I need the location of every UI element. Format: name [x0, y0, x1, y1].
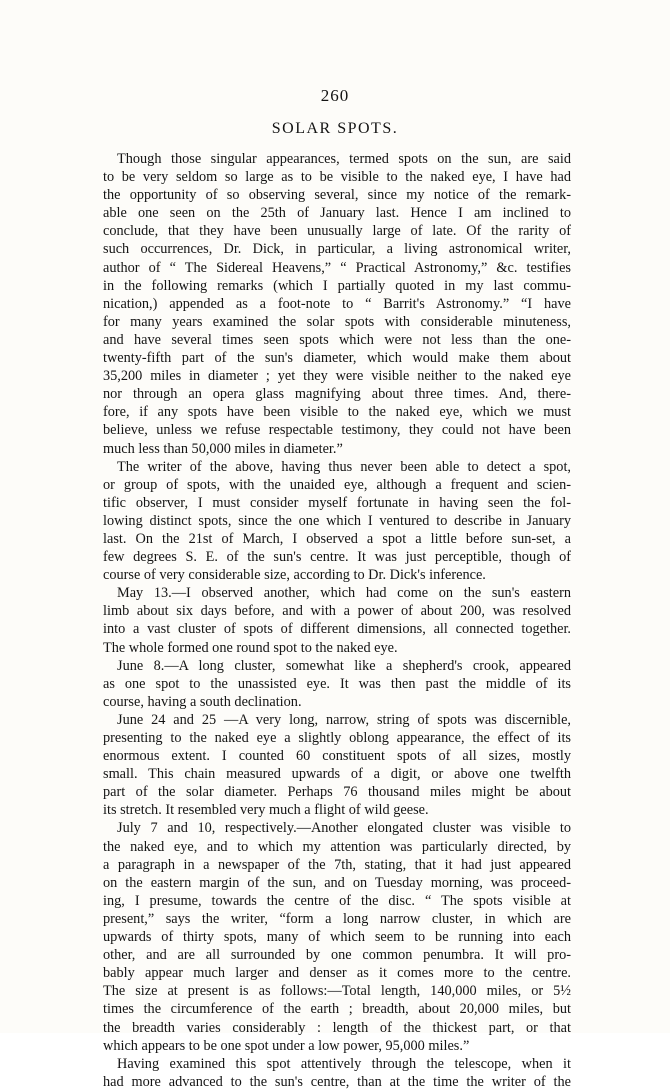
- text-line: limb about six days before, and with a power of about 200, was resolved: [103, 603, 571, 620]
- text-line: part of the solar diameter. Perhaps 76 thousand miles might be about: [103, 784, 571, 801]
- text-line: upwards of thirty spots, many of which seem to be running into each: [103, 929, 571, 946]
- text-line: as one spot to the unassisted eye. It was then past the middle of its: [103, 675, 571, 692]
- text-line: other, and are all surrounded by one common penumbra. It will pro-: [103, 947, 571, 964]
- text-line: had more advanced to the sun's centre, than at the time the writer of the: [103, 1073, 571, 1090]
- text-line: June 8.—A long cluster, somewhat like a shepherd's crook, appeared: [117, 657, 571, 674]
- text-line: tific observer, I must consider myself fortunate in having seen the fol-: [103, 494, 571, 511]
- text-line: such occurrences, Dr. Dick, in particular, a living astronomical writer,: [103, 241, 571, 258]
- text-line: for many years examined the solar spots with considerable minuteness,: [103, 313, 571, 330]
- text-line: presenting to the naked eye a slightly oblong appearance, the effect of its: [103, 730, 571, 746]
- text-line: enormous extent. I counted 60 constituent spots of all sizes, mostly: [103, 748, 571, 765]
- text-line: nication,) appended as a foot-note to “ Barrit's Astronomy.” “I have: [103, 295, 571, 312]
- text-line: in the following remarks (which I partially quoted in my last commu-: [103, 277, 571, 294]
- text-line: believe, unless we refuse respectable testimony, they could not have been: [103, 422, 571, 439]
- text-line: 35,200 miles in diameter ; yet they were visible neither to the naked eye: [103, 368, 571, 385]
- text-line: times the circumference of the earth ; breadth, about 20,000 miles, but: [103, 1001, 571, 1018]
- text-line: few degrees S. E. of the sun's centre. It was just perceptible, though of: [103, 549, 571, 566]
- text-line: much less than 50,000 miles in diameter.”: [103, 440, 343, 457]
- text-line: fore, if any spots have been visible to the naked eye, which we must: [103, 404, 571, 421]
- text-line: Though those singular appearances, termed spots on the sun, are said: [117, 151, 571, 167]
- text-line: last. On the 21st of March, I observed a spot a little before sun-set, a: [103, 530, 571, 547]
- text-line: small. This chain measured upwards of a digit, or above one twelfth: [103, 766, 571, 783]
- text-line: on the eastern margin of the sun, and on Tuesday morning, was proceed-: [103, 874, 571, 891]
- text-line: author of “ The Sidereal Heavens,” “ Practical Astronomy,” &c. testifies: [103, 259, 571, 276]
- page-number: 260: [320, 86, 350, 105]
- text-line: present,” says the writer, “form a long narrow cluster, in which are: [103, 910, 571, 927]
- text-line: lowing distinct spots, since the one which I ventured to describe in January: [103, 512, 571, 529]
- text-line: July 7 and 10, respectively.—Another elongated cluster was visible to: [117, 820, 571, 837]
- text-line: which appears to be one spot under a low power, 95,000 miles.”: [103, 1037, 470, 1054]
- text-line: twenty-fifth part of the sun's diameter, which would make them about: [103, 350, 571, 367]
- text-line: a paragraph in a newspaper of the 7th, stating, that it had just appeared: [103, 856, 571, 873]
- text-line: the opportunity of so observing several, since my notice of the remark-: [103, 187, 571, 204]
- text-line: or group of spots, with the unaided eye, although a frequent and scien-: [103, 476, 571, 493]
- text-line: ing, I presume, towards the centre of the disc. “ The spots visible at: [103, 892, 571, 909]
- text-line: able one seen on the 25th of January last. Hence I am inclined to: [103, 205, 571, 222]
- text-line: the naked eye, and to which my attention was particularly directed, by: [103, 838, 571, 855]
- article-body: [103, 150, 571, 1091]
- text-line: The size at present is as follows:—Total length, 140,000 miles, or 5½: [103, 983, 571, 1000]
- text-line: conclude, that they have been unusually large of late. Of the rarity of: [103, 223, 571, 240]
- text-line: the breadth varies considerably : length of the thickest part, or that: [103, 1019, 571, 1036]
- text-line: nor through an opera glass magnifying about three times. And, there-: [103, 386, 571, 403]
- text-line: The whole formed one round spot to the naked eye.: [103, 639, 398, 656]
- text-line: its stretch. It resembled very much a flight of wild geese.: [103, 802, 429, 819]
- text-line: The writer of the above, having thus never been able to detect a spot,: [117, 458, 571, 475]
- text-line: to be very seldom so large as to be visible to the naked eye, I have had: [103, 169, 571, 186]
- text-line: May 13.—I observed another, which had come on the sun's eastern: [117, 585, 571, 602]
- text-line: Having examined this spot attentively through the telescope, when it: [117, 1055, 571, 1072]
- text-line: bably appear much larger and denser as it comes more to the centre.: [103, 965, 571, 982]
- text-line: into a vast cluster of spots of different dimensions, all connected together.: [103, 621, 571, 638]
- text-line: course of very considerable size, according to Dr. Dick's inference.: [103, 567, 486, 584]
- text-line: and have several times seen spots which were not less than the one-: [103, 331, 571, 348]
- article-title: SOLAR SPOTS.: [271, 120, 399, 137]
- text-line: course, having a south declination.: [103, 693, 302, 710]
- text-line: June 24 and 25 —A very long, narrow, string of spots was discernible,: [117, 711, 571, 728]
